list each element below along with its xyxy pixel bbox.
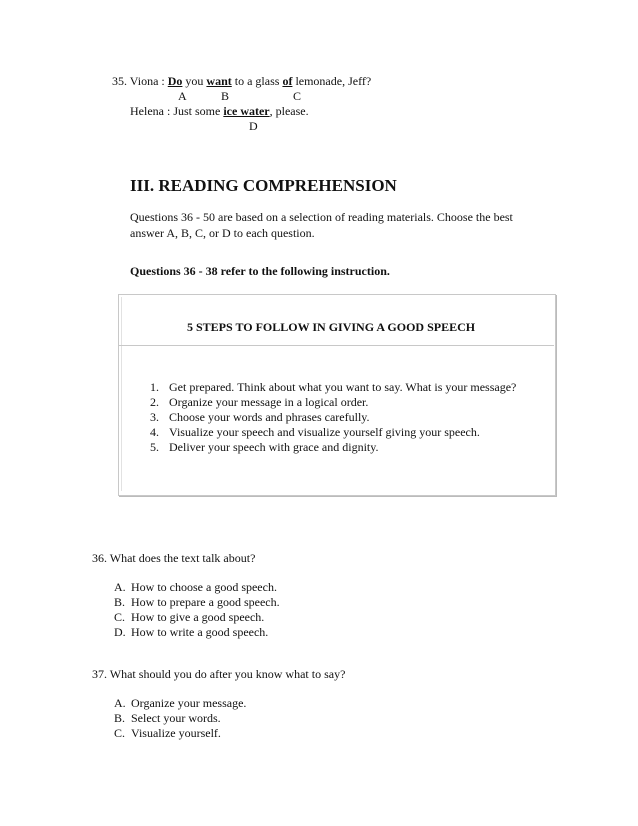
instruction-box-title: 5 STEPS TO FOLLOW IN GIVING A GOOD SPEECH <box>187 320 476 334</box>
option-letter: A. <box>114 696 126 710</box>
option-letter: D. <box>114 625 126 639</box>
option-text: How to write a good speech. <box>131 625 269 639</box>
instruction-box-divider <box>118 345 554 346</box>
option-text: How to prepare a good speech. <box>131 595 280 609</box>
step-list-item <box>150 395 368 410</box>
q36-option-d <box>114 625 268 640</box>
step-list-item <box>150 425 480 440</box>
q35-text: to a glass <box>234 74 280 88</box>
option-text: Visualize yourself. <box>131 726 221 740</box>
step-number: 3. <box>150 410 159 424</box>
q37-question: 37. What should you do after you know what to say? <box>92 667 346 681</box>
option-letter: B. <box>114 595 126 609</box>
q35-underlined-a: Do <box>167 74 183 88</box>
section-instruction-line2: answer A, B, C, or D to each question. <box>130 226 315 240</box>
step-number: 2. <box>150 395 159 409</box>
q35-text: you <box>185 74 204 88</box>
option-letter: B. <box>114 711 126 725</box>
step-text: Deliver your speech with grace and dignity. <box>169 440 379 454</box>
q35-speaker-helena: Helena : <box>130 104 171 118</box>
q36-option-b <box>114 595 280 610</box>
q36-question: 36. What does the text talk about? <box>92 551 256 565</box>
q35-speaker-viona: Viona : <box>129 74 165 88</box>
q36-option-c <box>114 610 264 625</box>
option-letter: C. <box>114 610 126 624</box>
q35-marker-c: C <box>293 89 302 103</box>
q36-option-a <box>114 580 277 595</box>
option-letter: A. <box>114 580 126 594</box>
option-text: How to choose a good speech. <box>131 580 277 594</box>
q35-marker-b: B <box>221 89 230 103</box>
step-list-item <box>150 380 516 395</box>
section-instruction-line1: Questions 36 - 50 are based on a selection of reading materials. Choose the best <box>130 210 513 224</box>
step-number: 5. <box>150 440 159 454</box>
q35-line2 <box>130 104 309 119</box>
step-text: Choose your words and phrases carefully. <box>169 410 370 424</box>
q35-text: Just some <box>173 104 221 118</box>
step-text: Organize your message in a logical order. <box>169 395 369 409</box>
option-text: Organize your message. <box>131 696 247 710</box>
option-letter: C. <box>114 726 126 740</box>
step-number: 4. <box>150 425 159 439</box>
q35-text: , please. <box>269 104 309 118</box>
step-list-item <box>150 440 378 455</box>
q35-number: 35. <box>112 74 127 88</box>
section-title: III. READING COMPREHENSION <box>130 176 397 195</box>
option-text: Select your words. <box>131 711 221 725</box>
q37-option-b <box>114 711 221 726</box>
section-refer-note: Questions 36 - 38 refer to the following instruction. <box>130 264 390 278</box>
step-number: 1. <box>150 380 159 394</box>
step-text: Get prepared. Think about what you want to say. What is your message? <box>169 380 517 394</box>
q37-option-a <box>114 696 246 711</box>
q35-text: lemonade, Jeff? <box>295 74 372 88</box>
q35-marker-a: A <box>178 89 187 103</box>
q35-line1 <box>112 74 371 89</box>
q35-marker-d: D <box>249 119 258 133</box>
q35-underlined-d: ice water <box>223 104 270 118</box>
step-list-item <box>150 410 370 425</box>
option-text: How to give a good speech. <box>131 610 265 624</box>
instruction-box-inner-border <box>121 297 122 491</box>
step-text: Visualize your speech and visualize yourself giving your speech. <box>169 425 480 439</box>
q35-underlined-c: of <box>282 74 293 88</box>
q37-option-c <box>114 726 221 741</box>
q35-underlined-b: want <box>206 74 232 88</box>
